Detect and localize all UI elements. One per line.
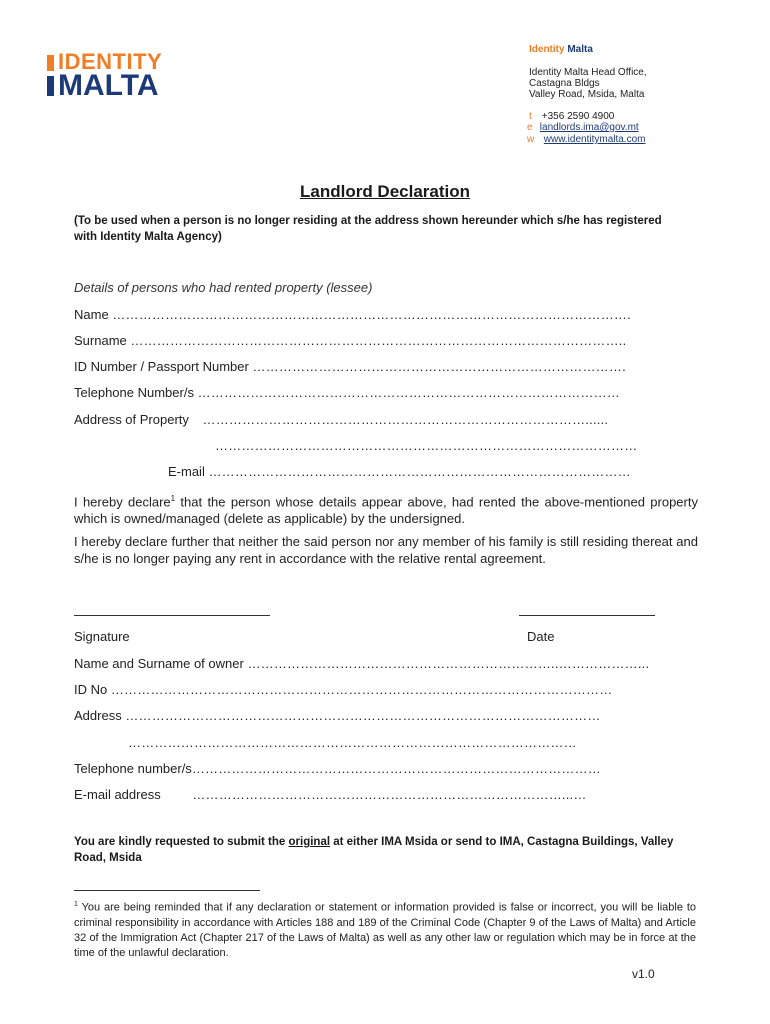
lessee-address-field[interactable]: Address of Property ……………………………………………………………………………...... — [74, 412, 609, 427]
header-address-line-3: Valley Road, Msida, Malta — [529, 89, 645, 100]
owner-address-field-line-2[interactable]: ………………………………………………………………………………………… — [128, 735, 577, 750]
date-line[interactable] — [519, 615, 655, 616]
page-title: Landlord Declaration — [299, 182, 471, 201]
lessee-surname-field[interactable]: Surname ………………………………………………………………………………………………….. — [74, 333, 627, 348]
intro-note: (To be used when a person is no longer residing at the address shown hereunder which s/he has registered with Identity Malta Agency) — [74, 215, 662, 243]
header-web-link[interactable]: www.identitymalta.com — [543, 134, 646, 145]
header-org-name: Identity Malta — [529, 44, 593, 55]
declaration-paragraph-1: I hereby declare$^1$ that the person whose details appear above, had rented the above-mentioned property which is owned/managed (delete as applicable) by the undersigned. — [74, 494, 698, 527]
owner-phone-field[interactable]: Telephone number/s………………………………………………………………………………… — [74, 761, 602, 776]
footnote-ref: 1 — [170, 494, 176, 503]
footnote: $^1$ You are being reminded that if any declaration or statement or information provided is false or incorrect, you will be liable to criminal responsibility in accordance with Articles 188 and 189 of the Criminal Code (Chapter 9 of the Laws of Malta) and Article 32 of the Immigration Act (Chapter 217 of the Laws of Malta) as well as any other law or regulation which may be in force at the time of the unlawful declaration. — [74, 901, 696, 959]
lessee-id-field[interactable]: ID Number / Passport Number …………………………………………………………………………. — [74, 359, 626, 374]
header-phone: t +356 2590 4900 — [529, 111, 615, 122]
lessee-name-field[interactable]: Name ………………………………………………………………………………………………………. — [74, 307, 631, 322]
header-web: w www.identitymalta.com — [527, 134, 646, 145]
owner-email-field[interactable]: E-mail address …………………………………………………………………………...… — [74, 787, 587, 802]
signature-label: Signature — [74, 629, 130, 644]
owner-id-field[interactable]: ID No …………………………………………………………………………………………………… — [74, 682, 613, 697]
header-email: e landlords.ima@gov.mt — [527, 122, 639, 133]
header-address-line-1: Identity Malta Head Office, — [529, 67, 647, 78]
logo-word-identity: IDENTITY — [58, 49, 163, 74]
signature-line[interactable] — [74, 615, 270, 616]
header-email-link[interactable]: landlords.ima@gov.mt — [539, 122, 639, 133]
footnote-divider — [74, 890, 260, 891]
logo-blue-bar — [47, 76, 54, 96]
owner-address-field[interactable]: Address ……………………………………………………………………………………………… — [74, 708, 601, 723]
lessee-phone-field[interactable]: Telephone Number/s …………………………………………………………………………………… — [74, 385, 620, 400]
owner-name-field[interactable]: Name and Surname of owner ……………………………………………………………..………………... — [74, 656, 650, 671]
header-address-line-2: Castagna Bldgs — [529, 78, 600, 89]
logo-word-malta: MALTA — [58, 69, 159, 102]
lessee-section-heading: Details of persons who had rented property (lessee) — [74, 280, 373, 295]
lessee-email-field[interactable]: E-mail …………………………………………………………………………………… — [168, 464, 631, 479]
lessee-address-field-line-2[interactable]: …………………………………………………………………………………… — [215, 438, 638, 453]
submission-instructions: You are kindly requested to submit the original at either IMA Msida or send to IMA, Castagna Buildings, Valley Road, Msida — [74, 836, 674, 864]
date-label: Date — [527, 629, 555, 644]
logo-orange-bar — [47, 55, 54, 71]
declaration-paragraph-2: I hereby declare further that neither the said person nor any member of his family is still residing thereat and s/he is no longer paying any rent in accordance with the relative rental agreement. — [74, 534, 698, 566]
identity-malta-logo — [47, 49, 187, 102]
version-label: v1.0 — [632, 967, 655, 981]
